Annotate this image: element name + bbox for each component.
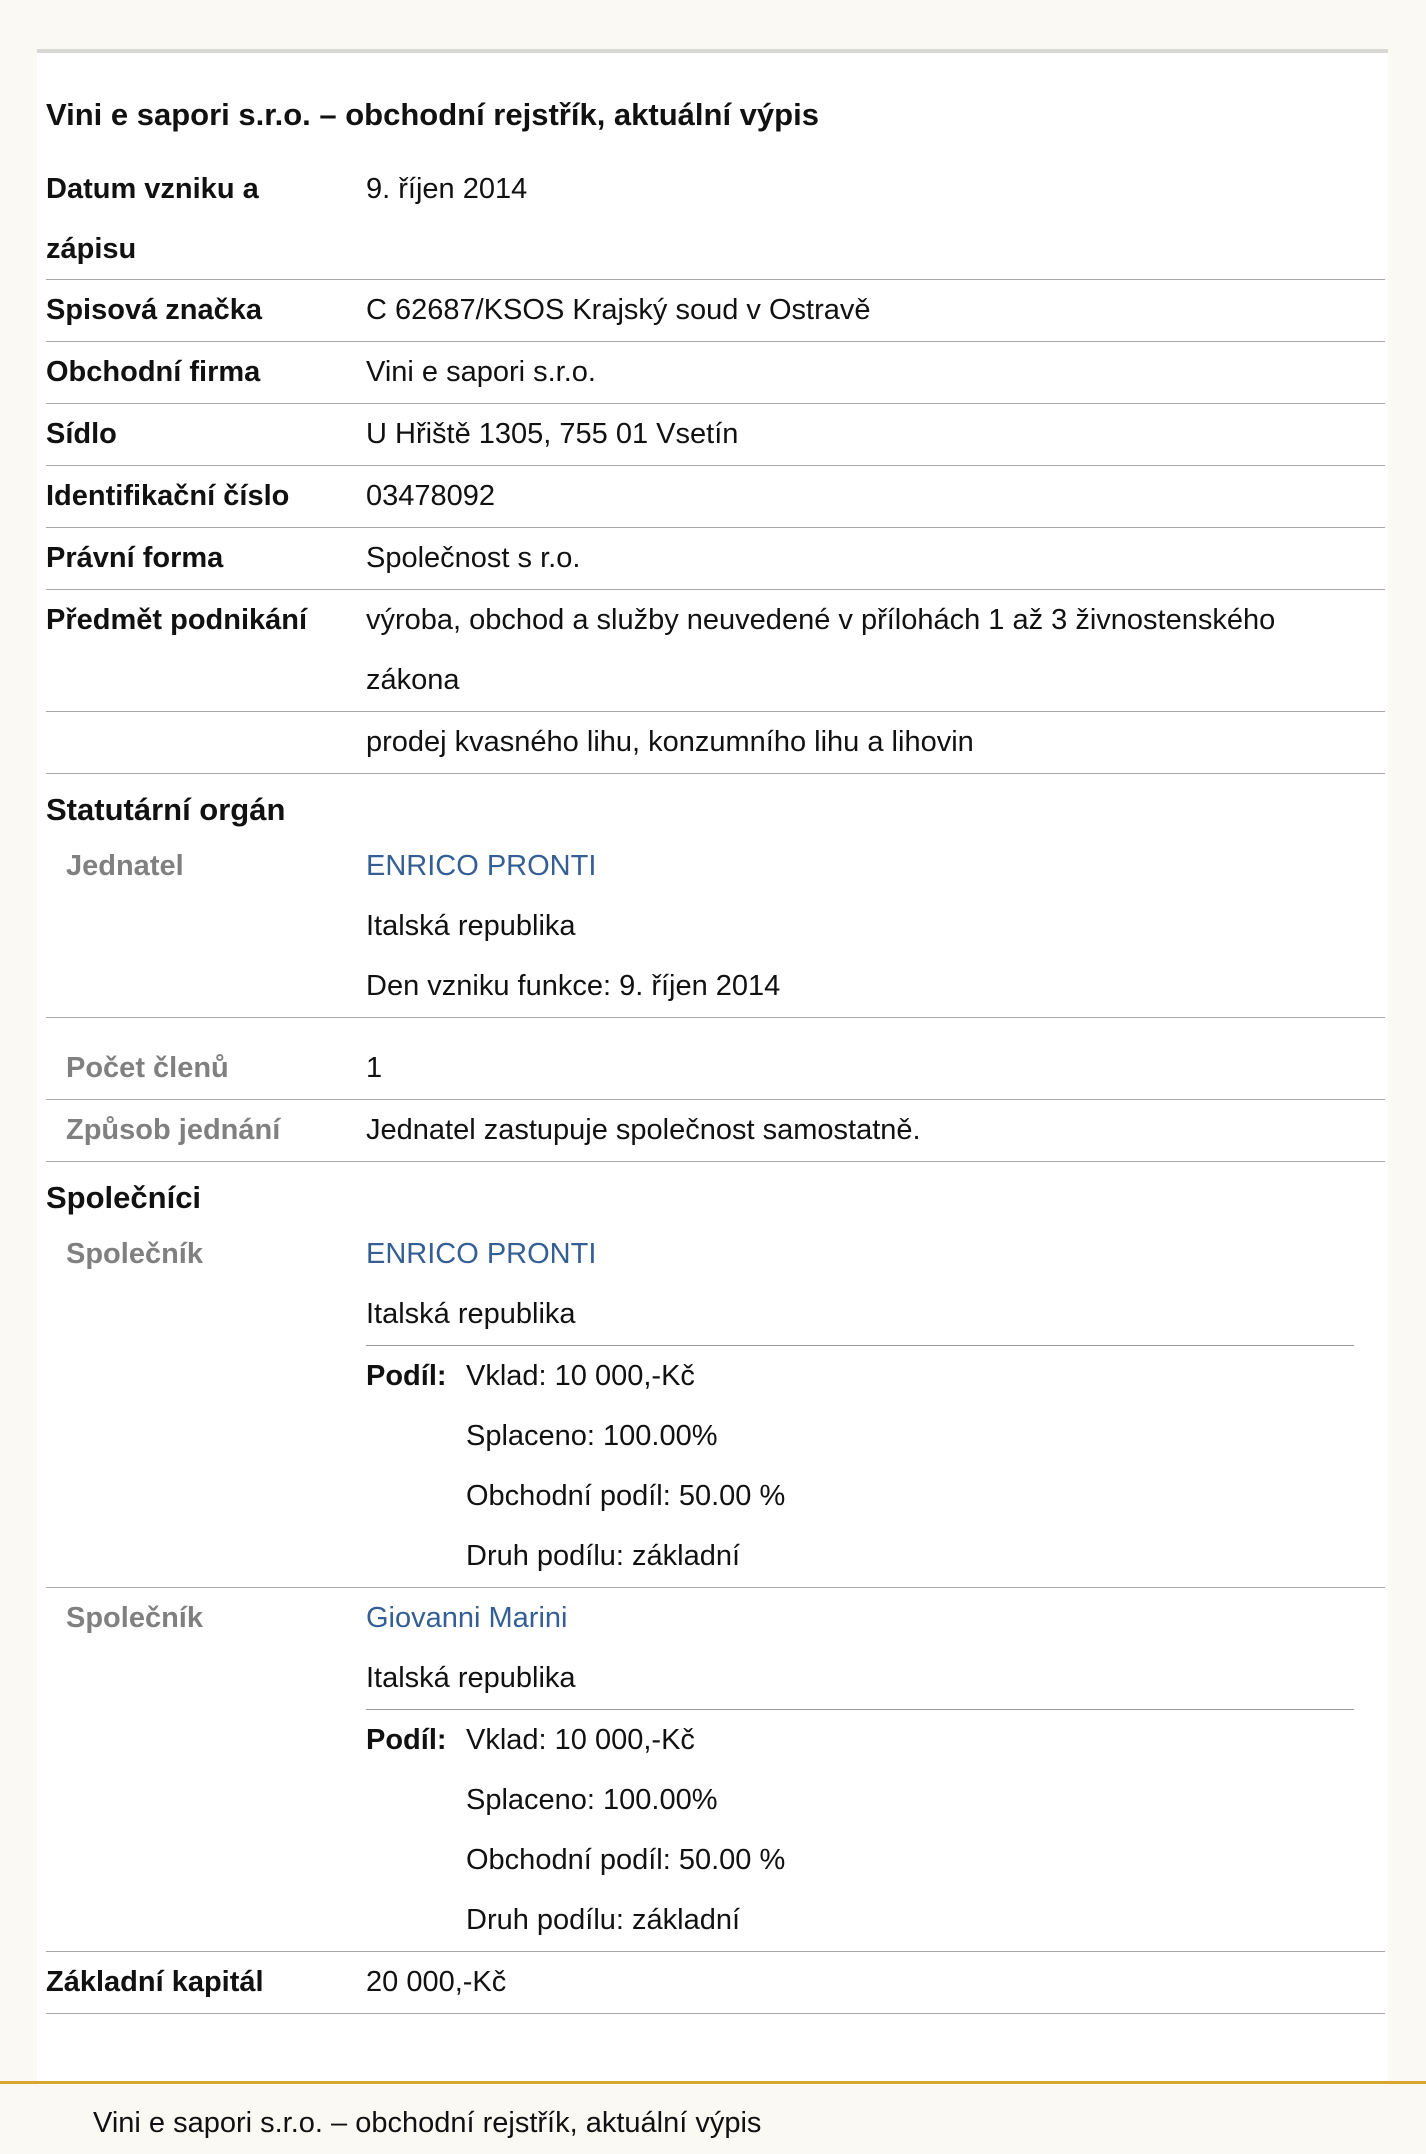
row-label: Počet členů [66,1052,229,1084]
row-predmet-podnikani [46,590,1385,712]
share-percent: Obchodní podíl: 50.00 % [466,1480,786,1512]
row-value: 9. říjen 2014 [366,173,528,205]
row-obchodni-firma [46,342,1385,404]
row-value: Společnost s r.o. [366,542,581,574]
row-label: Právní forma [46,542,224,574]
section-heading: Společníci [46,1180,202,1215]
row-pravni-forma [46,528,1385,590]
person-country: Italská republika [366,1298,576,1330]
row-label: Obchodní firma [46,356,261,388]
share-paid: Splaceno: 100.00% [466,1420,718,1452]
row-label: Společník [66,1602,203,1634]
row-value: výroba, obchod a služby neuvedené v přílohách 1 až 3 živnostenského zákona [366,604,1276,696]
row-value: C 62687/KSOS Krajský soud v Ostravě [366,294,871,326]
row-value: U Hřiště 1305, 755 01 Vsetín [366,418,739,450]
function-date: Den vzniku funkce: 9. říjen 2014 [366,970,781,1002]
registry-extract-card [37,49,1388,2085]
footer-title: Vini e sapori s.r.o. – obchodní rejstřík, aktuální výpis [93,2107,762,2139]
section-heading: Statutární orgán [46,792,286,827]
row-value: 03478092 [366,480,496,512]
page-title: Vini e sapori s.r.o. – obchodní rejstřík, aktuální výpis [46,97,819,132]
row-spolecnik [46,1588,1385,1952]
row-value: 20 000,-Kč [366,1966,507,1998]
share-label: Podíl: [366,1724,447,1756]
share-type: Druh podílu: základní [466,1904,741,1936]
person-link[interactable]: ENRICO PRONTI [366,1238,597,1270]
section-spolecnici [46,1162,1385,1224]
row-value: 1 [366,1052,383,1084]
row-spisova-znacka [46,280,1385,342]
row-label: Jednatel [66,850,184,882]
row-identifikacni-cislo [46,466,1385,528]
person-link[interactable]: Giovanni Marini [366,1602,568,1634]
footer-divider [0,2081,1426,2084]
share-deposit: Vklad: 10 000,-Kč [466,1724,695,1756]
row-zakladni-kapital [46,1952,1385,2014]
row-label: Spisová značka [46,294,262,326]
row-label: Datum vzniku a zápisu [46,173,259,265]
row-sidlo [46,404,1385,466]
share-type: Druh podílu: základní [466,1540,741,1572]
person-country: Italská republika [366,910,576,942]
row-value: prodej kvasného lihu, konzumního lihu a lihovin [366,726,974,758]
share-deposit: Vklad: 10 000,-Kč [466,1360,695,1392]
row-label: Společník [66,1238,203,1270]
share-percent: Obchodní podíl: 50.00 % [466,1844,786,1876]
row-label: Předmět podnikání [46,604,308,636]
row-datum-vzniku [46,159,1385,280]
row-value: Vini e sapori s.r.o. [366,356,596,388]
row-label: Sídlo [46,418,117,450]
row-label: Základní kapitál [46,1966,264,1998]
row-label: Způsob jednání [66,1114,281,1146]
section-statutarni-organ [46,774,1385,836]
row-value: Jednatel zastupuje společnost samostatně. [366,1114,921,1146]
row-zpusob-jednani [46,1100,1385,1162]
row-predmet-podnikani-2 [46,712,1385,774]
person-link[interactable]: ENRICO PRONTI [366,850,597,882]
share-paid: Splaceno: 100.00% [466,1784,718,1816]
share-label: Podíl: [366,1360,447,1392]
row-jednatel [46,836,1385,1018]
row-label: Identifikační číslo [46,480,290,512]
row-spolecnik [46,1224,1385,1588]
row-pocet-clenu [46,1018,1385,1100]
person-country: Italská republika [366,1662,576,1694]
